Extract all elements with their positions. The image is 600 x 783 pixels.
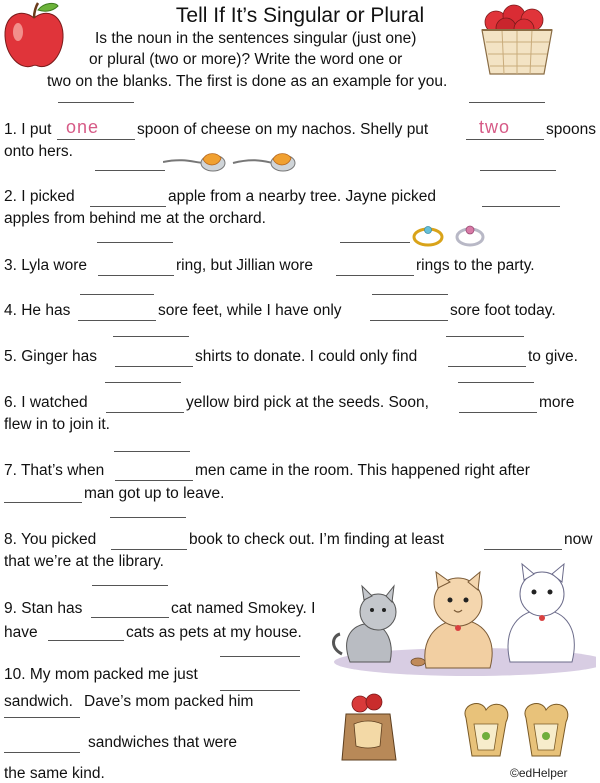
blank-line[interactable] (95, 170, 165, 171)
answer-blank-1a[interactable] (57, 139, 135, 140)
blank-line[interactable] (105, 382, 181, 383)
answer-blank-7b[interactable] (4, 502, 82, 503)
question-4-part-3: sore foot today. (450, 302, 556, 319)
question-10-part-5: the same kind. (4, 765, 105, 782)
question-4-part-2: sore feet, while I have only (158, 302, 342, 319)
question-4-part-1: 4. He has (4, 302, 71, 319)
question-5-part-2: shirts to donate. I could only find (195, 348, 418, 365)
instructions-line-3: two on the blanks. The first is done as an example for you. (47, 73, 448, 90)
answer-blank-1b[interactable] (466, 139, 544, 140)
blank-line[interactable] (458, 382, 534, 383)
blank-line[interactable] (92, 585, 168, 586)
answer-blank-3a[interactable] (98, 275, 174, 276)
question-1-part-2: spoon of cheese on my nachos. Shelly put (137, 121, 429, 138)
cats-icon (320, 558, 596, 682)
example-answer-two: two (479, 117, 511, 137)
question-6-part-3: more (539, 394, 575, 411)
question-9-part-3: have (4, 624, 38, 641)
question-5-part-3: to give. (528, 348, 578, 365)
blank-line[interactable] (97, 242, 173, 243)
example-answer-one: one (66, 117, 100, 137)
question-8-part-2: book to check out. I’m finding at least (189, 531, 445, 548)
answer-blank-5b[interactable] (448, 366, 526, 367)
question-8-part-1: 8. You picked (4, 531, 97, 548)
question-9-part-4: cats as pets at my house. (126, 624, 302, 641)
question-10-part-2: sandwich. (4, 693, 73, 710)
answer-blank-2a[interactable] (90, 206, 166, 207)
blank-line[interactable] (113, 336, 189, 337)
answer-blank-5a[interactable] (115, 366, 193, 367)
question-5-part-1: 5. Ginger has (4, 348, 98, 365)
blank-line[interactable] (372, 294, 448, 295)
blank-line[interactable] (446, 336, 524, 337)
question-2-part-2: apple from a nearby tree. Jayne picked (168, 188, 436, 205)
question-1-part-3: spoons (546, 121, 596, 138)
answer-blank-8a[interactable] (111, 549, 187, 550)
sandwich-icon (336, 684, 586, 764)
instructions-line-2: or plural (two or more)? Write the word one or (89, 51, 403, 68)
blank-line[interactable] (114, 451, 190, 452)
blank-line[interactable] (4, 717, 80, 718)
question-10-part-1: 10. My mom packed me just (4, 666, 198, 683)
copyright-text: ©edHelper (510, 766, 568, 780)
instructions-line-1: Is the noun in the sentences singular (just one) (95, 30, 417, 47)
blank-line[interactable] (469, 102, 545, 103)
answer-blank-10a[interactable] (220, 690, 300, 691)
spoon-icon (163, 148, 319, 174)
question-6-part-4: flew in to join it. (4, 416, 110, 433)
ring-icon (410, 222, 492, 248)
apple-basket-icon (474, 0, 560, 80)
answer-blank-6a[interactable] (106, 412, 184, 413)
answer-blank-4a[interactable] (78, 320, 156, 321)
question-1-part-1: 1. I put (4, 121, 52, 138)
question-8-part-4: that we’re at the library. (4, 553, 164, 570)
question-8-part-3: now (564, 531, 593, 548)
question-3-part-3: rings to the party. (416, 257, 535, 274)
question-6-part-1: 6. I watched (4, 394, 88, 411)
answer-blank-9a[interactable] (91, 617, 169, 618)
question-3-part-1: 3. Lyla wore (4, 257, 87, 274)
blank-line[interactable] (340, 242, 410, 243)
apple-icon (2, 0, 66, 72)
question-2-part-3: apples from behind me at the orchard. (4, 210, 266, 227)
answer-blank-6b[interactable] (459, 412, 537, 413)
answer-blank-2b[interactable] (482, 206, 560, 207)
question-10-part-3: Dave’s mom packed him (84, 693, 254, 710)
question-1-part-4: onto hers. (4, 143, 73, 160)
answer-blank-10b[interactable] (4, 752, 80, 753)
question-9-part-2: cat named Smokey. I (171, 600, 316, 617)
answer-blank-9b[interactable] (48, 640, 124, 641)
blank-line[interactable] (220, 656, 300, 657)
question-7-part-2: men came in the room. This happened right after (195, 462, 530, 479)
answer-blank-8b[interactable] (484, 549, 562, 550)
question-7-part-1: 7. That’s when (4, 462, 105, 479)
question-2-part-1: 2. I picked (4, 188, 75, 205)
answer-blank-7a[interactable] (115, 480, 193, 481)
blank-line[interactable] (80, 294, 154, 295)
question-7-part-3: man got up to leave. (84, 485, 225, 502)
question-6-part-2: yellow bird pick at the seeds. Soon, (186, 394, 429, 411)
question-10-part-4: sandwiches that were (88, 734, 238, 751)
blank-line[interactable] (480, 170, 556, 171)
question-3-part-2: ring, but Jillian wore (176, 257, 313, 274)
question-9-part-1: 9. Stan has (4, 600, 83, 617)
blank-line[interactable] (110, 517, 186, 518)
answer-blank-4b[interactable] (370, 320, 448, 321)
blank-line[interactable] (58, 102, 134, 103)
page-title: Tell If It’s Singular or Plural (175, 4, 425, 27)
answer-blank-3b[interactable] (336, 275, 414, 276)
